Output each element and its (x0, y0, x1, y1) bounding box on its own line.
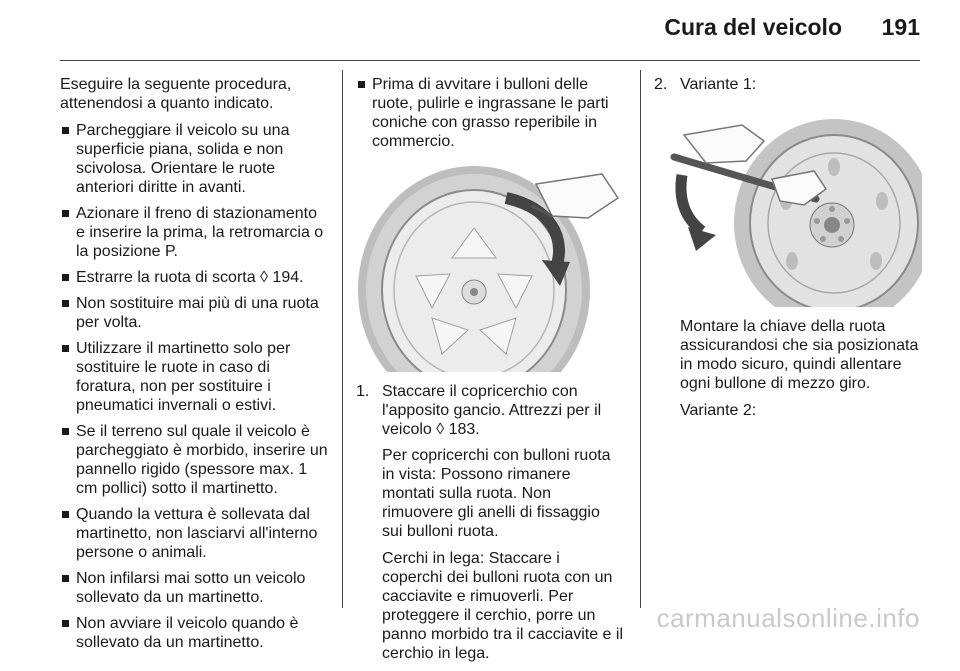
paragraph: Variante 2: (680, 402, 757, 419)
header-rule (60, 60, 920, 61)
list-item: Non infilarsi mai sotto un veicolo sollevato da un martinetto. (60, 569, 328, 607)
step-1 (356, 382, 624, 439)
list-item: Parcheggiare il veicolo su una superficie piana, solida e non scivolosa. Orientare le ruote anteriori diritte in avanti. (60, 121, 328, 197)
column-3 (654, 75, 924, 428)
list-item: Quando la vettura è sollevata dal martinetto, non lasciarvi all'interno persone o animali. (60, 505, 328, 562)
column-divider (640, 70, 641, 608)
list-item: Utilizzare il martinetto solo per sostituire le ruote in caso di foratura, non per sostituire i pneumatici invernali o estivi. (60, 339, 328, 415)
column-divider (342, 70, 343, 608)
column-1 (60, 75, 328, 659)
step-number: 1. (356, 383, 370, 400)
section-title: Cura del veicolo (664, 14, 842, 40)
paragraph: Per copricerchi con bulloni ruota in vista: Possono rimanere montati sulla ruota. Non rimuovere gli anelli di fissaggio sui bulloni ruota. (382, 447, 611, 540)
list-item: Non sostituire mai più di una ruota per volta. (60, 294, 328, 332)
page-header (0, 0, 960, 62)
list-item: Azionare il freno di stazionamento e inserire la prima, la retromarcia o la posizione P. (60, 204, 328, 261)
step-number: 2. (654, 76, 668, 93)
step-text: Variante 1: (680, 76, 757, 93)
hubcap-removal-illustration (356, 158, 622, 372)
column-2 (356, 75, 624, 671)
paragraph: Cerchi in lega: Staccare i coperchi dei bulloni ruota con un cacciavite e rimuoverli. Per proteggere il cerchio, porre un panno morbido tra il cacciavite e il cerchio in lega. (382, 550, 624, 662)
page-number: 191 (881, 14, 920, 40)
step-text: Staccare il copricerchio con l'apposito gancio. Attrezzi per il veicolo ◊ 183. (382, 383, 602, 438)
watermark: carmanualsonline.info (656, 603, 920, 633)
list-item: Se il terreno sul quale il veicolo è parcheggiato è morbido, inserire un pannello rigido (spessore max. 1 cm pollici) sotto il martinetto. (60, 422, 328, 498)
wheel-wrench-illustration (654, 101, 922, 307)
list-item: Estrarre la ruota di scorta ◊ 194. (60, 268, 328, 287)
intro-text: Eseguire la seguente procedura, attenendosi a quanto indicato. (60, 76, 292, 112)
list-item: Non avviare il veicolo quando è sollevato da un martinetto. (60, 614, 328, 652)
list-item: Prima di avvitare i bulloni delle ruote, pulirle e ingrassane le parti coniche con grasso reperibile in commercio. (356, 75, 624, 151)
step-2 (654, 75, 924, 94)
paragraph: Montare la chiave della ruota assicurandosi che sia posizionata in modo sicuro, quindi allentare ogni bullone di mezzo giro. (680, 318, 919, 392)
